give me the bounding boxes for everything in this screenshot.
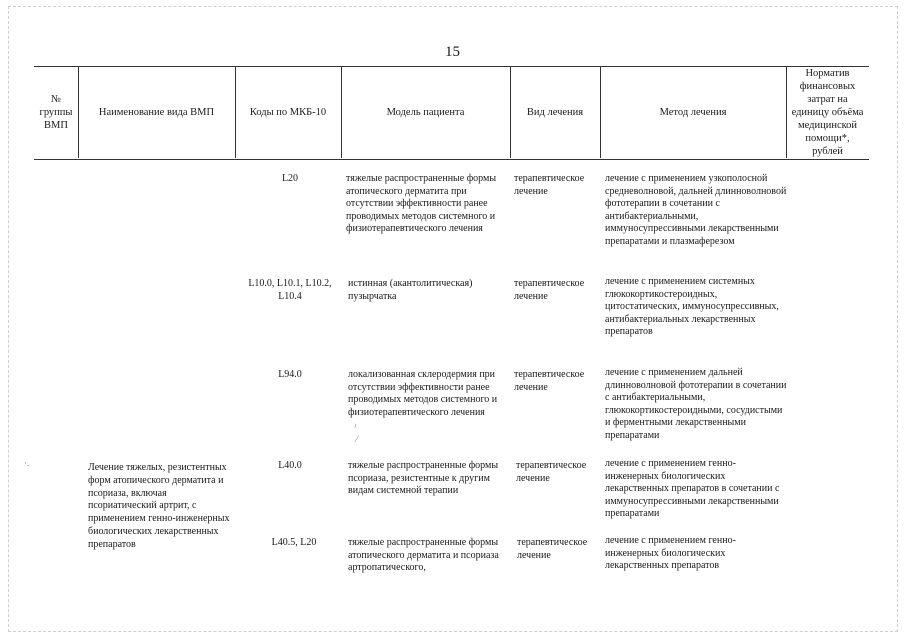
header-group-no: № группы ВМП	[39, 93, 73, 131]
row-patient-model: локализованная склеродермия при отсутствии эффективности ранее проводимых методов системного и физиотерапевтического лечения	[348, 369, 498, 418]
row-treatment-type: терапевтическое лечение	[517, 537, 588, 561]
row-code: L40.0	[278, 460, 302, 471]
row-treatment-type: терапевтическое лечение	[514, 369, 585, 393]
row-code: L40.5, L20	[271, 537, 317, 548]
row-patient-model: тяжелые распространенные формы атопического дерматита и псориаза артропатического,	[348, 537, 499, 573]
row-treatment-method: лечение с применением узкополосной средневолновой, дальней длинноволновой фототерапии в сочетании с антибактериальными, иммуносупрессивными лекарственными препаратами и плазмаферезом	[605, 173, 787, 247]
header-icd-codes: Коды по МКБ-10	[249, 106, 327, 118]
row-treatment-method: лечение с применением генно-инженерных биологических лекарственных препаратов в сочетании с иммуносупрессивными лекарственными препаратами	[605, 458, 780, 519]
row-treatment-method: лечение с применением генно-инженерных биологических лекарственных препаратов	[605, 535, 736, 571]
row-code: L20	[281, 173, 299, 184]
row-patient-model: истинная (акантолитическая) пузырчатка	[348, 278, 473, 302]
scan-artifact: ⁾	[354, 422, 357, 432]
header-treatment-type: Вид лечения	[526, 106, 584, 118]
page-number: 15	[445, 44, 460, 60]
row-patient-model: тяжелые распространенные формы атопического дерматита при отсутствии эффективности ранее проводимых методов системного и физиотерапевтического лечения	[346, 173, 497, 234]
row-code: L94.0	[278, 369, 302, 380]
header-patient-model: Модель пациента	[386, 106, 465, 118]
row-treatment-method: лечение с применением системных глюкокортикостероидных, цитостатических, иммуносупрессивных, антибактериальных лекарственных препаратов	[605, 276, 779, 337]
header-cost-standard: Норматив финансовых затрат на единицу объёма медицинской помощи*, рублей	[791, 67, 864, 157]
row-patient-model: тяжелые распространенные формы псориаза, резистентные к другим видам системной терапии	[348, 460, 499, 496]
header-vmp-name: Наименование вида ВМП	[98, 106, 215, 118]
row-code: L10.0, L10.1, L10.2, L10.4	[248, 278, 332, 302]
header-treatment-method: Метод лечения	[659, 106, 727, 118]
row-treatment-type: терапевтическое лечение	[514, 173, 585, 197]
row-treatment-type: терапевтическое лечение	[516, 460, 587, 484]
row-treatment-method: лечение с применением дальней длинноволновой фототерапии в сочетании с антибактериальными, глюкокортикостероидными, сосудистыми и ферментными лекарственными препаратами	[605, 367, 787, 441]
row-treatment-type: терапевтическое лечение	[514, 278, 585, 302]
vmp-name: Лечение тяжелых, резистентных форм атопического дерматита и псориаза, включая псориатический артрит, с применением генно-инженерных биологических лекарственных препаратов	[88, 462, 230, 550]
scan-artifact: ⁄	[356, 434, 358, 444]
scan-artifact: ·.	[24, 458, 30, 468]
